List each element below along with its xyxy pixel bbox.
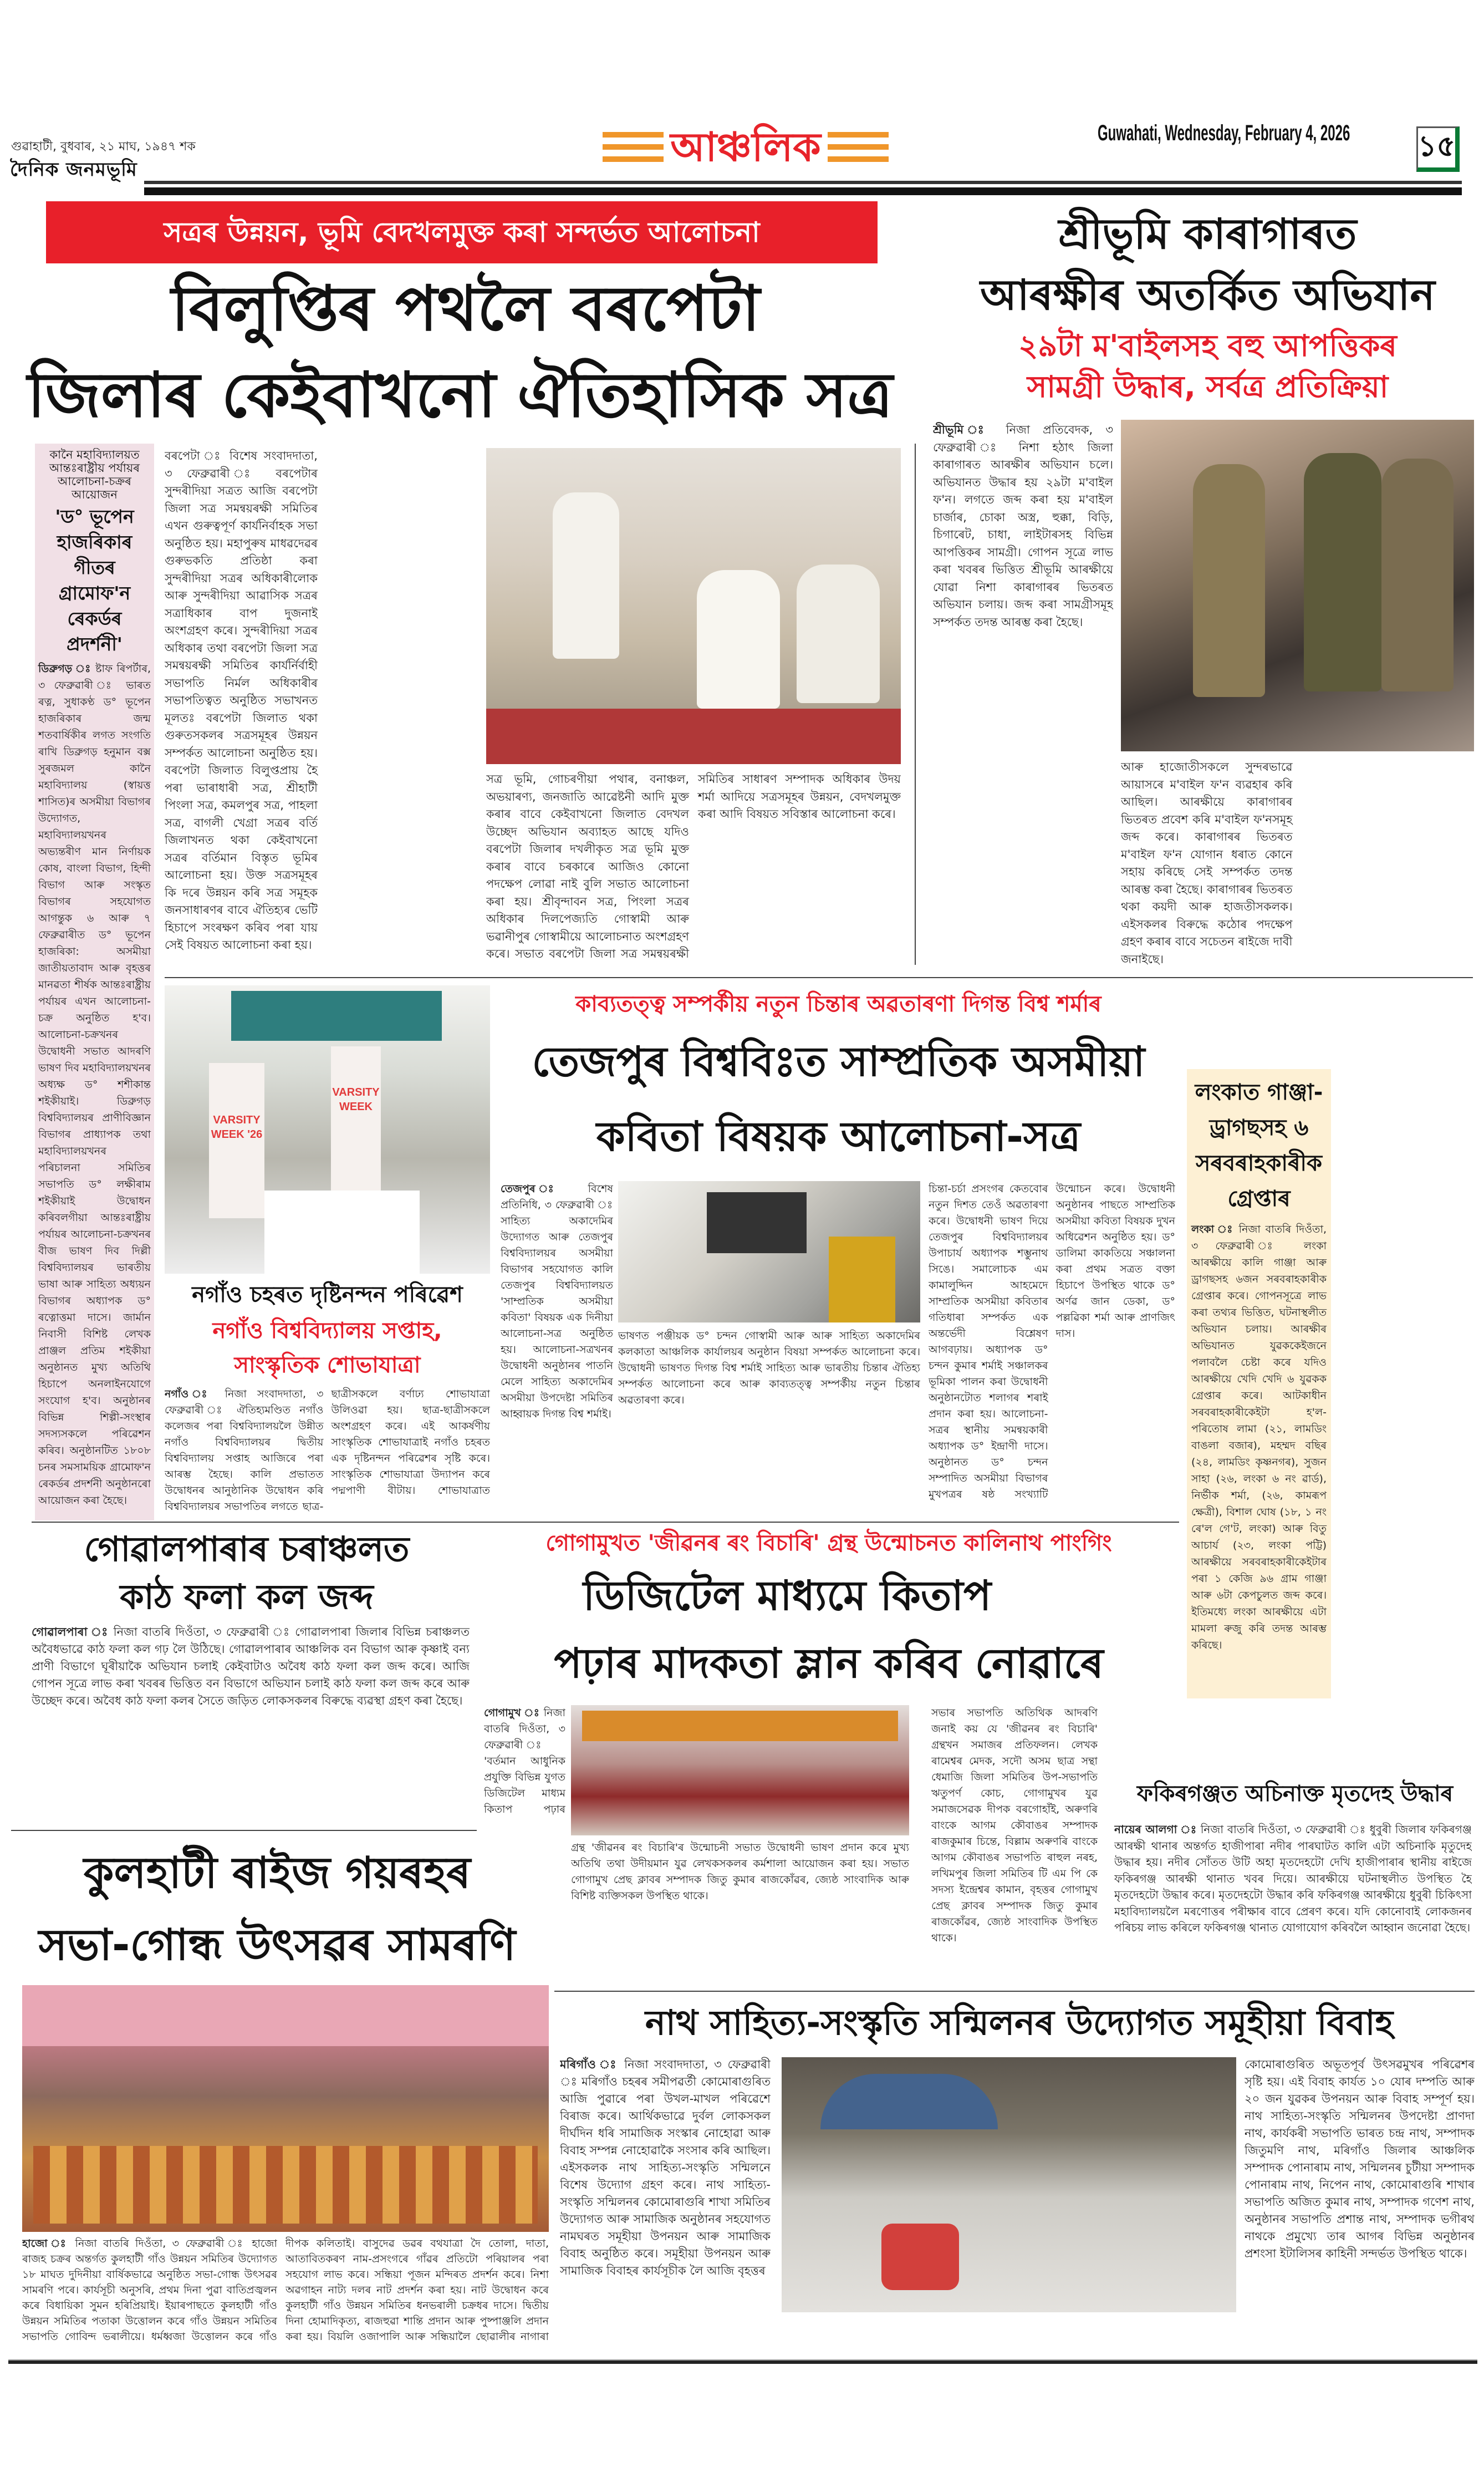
tezpur-body-col-2 (618, 1328, 920, 1503)
satra-headline-line-2: জিলাৰ কেইবাখনো ঐতিহাসিক সত্ৰ (27, 359, 893, 431)
nagaon-subhead-1: নগাঁও বিশ্ববিদ্যালয় সপ্তাহ, (212, 1318, 442, 1344)
kulhati-body-col-1 (22, 2236, 277, 2344)
gogamukh-body-1: নিজা বাতৰি দিওঁতা, ৩ ফেব্ৰুৱাৰী ঃ 'বৰ্তমান আধুনিক প্ৰযুক্তি বিভিন্ন যুগত ডিজিটেল মাধ্যম কিতাপ পঢ়াৰ (484, 1707, 565, 1815)
nagaon-photo-canopy (231, 991, 442, 1041)
bhupen-body-3: জাৰ্মান নিবাসী বিশিষ্ট লেখক প্ৰাঞ্জল প্ৰতিম শইকীয়া অনুষ্ঠানত মুখ্য অতিথি হিচাপে অনলাইনযোগে সংযোগ হ'ব। অনুষ্ঠানৰ বিভিন্ন শিল্পী-সংস্থাৰ সদস্যসকলে পৰিৱেশন কৰিব। অনুষ্ঠানটিত ১৮০৮ চনৰ সমসাময়িক গ্ৰামোফ'ন ৰেকৰ্ডৰ প্ৰদৰ্শনী অনুষ্ঠানৰো আয়োজন কৰা হৈছে। (38, 1311, 151, 1507)
masthead-paper-name: দৈনিক জনমভূমি (10, 159, 137, 181)
fakiraganj-body-text: নিজা বাতৰি দিওঁতা, ৩ ফেব্ৰুৱাৰী ঃ ধুবুৰী জিলাৰ ফকিৰগঞ্জ আৰক্ষী থানাৰ অন্তৰ্গত হাজীপাৰা নদীৰ পাৰঘাটত কালি এটা অচিনাকি মৃতুদেহ উদ্ধাৰ হয়। নদীৰ সোঁতত উটি অহা মৃতদেহটো দেখি হাজীপাৰাৰ স্থানীয় ৰাইজে ফকিৰগঞ্জ আৰক্ষী থানাত খবৰ দিয়ে। আৰক্ষীয়ে ঘটনাস্থলীত উপস্থিত হৈ মৃতদেহটো উদ্ধাৰ কৰে। মৃতদেহটো উদ্ধাৰ কৰি ফকিৰগঞ্জ আৰক্ষীয়ে ধুবুৰী চিকিৎসা মহাবিদ্যালয়লৈ মৰণোত্তৰ পৰীক্ষাৰ বাবে প্ৰেৰণ কৰে। যদি কোনোবাই লোকজনৰ পৰিচয় লাভ কৰিলে ফকিৰগঞ্জ থানাত যোগাযোগ কৰিবলৈ আহ্বান জনোৱা হৈছে। (1114, 1823, 1472, 1934)
masthead-english-date: Guwahati, Wednesday, February 4, 2026 (1098, 121, 1350, 145)
nagaon-subhead-2: সাংস্কৃতিক শোভাযাত্ৰা (234, 1352, 421, 1378)
kulhati-body-col-2 (285, 2236, 549, 2344)
tezpur-photo-podium (829, 1237, 895, 1322)
jail-photo-officer-2 (1304, 453, 1381, 691)
tezpur-photo-screen (707, 1192, 807, 1253)
jail-headline-line-1: শ্ৰীভূমি কাৰাগাৰত (1058, 209, 1357, 258)
nath-photo-drum (881, 2224, 959, 2290)
tezpur-dateline: তেজপুৰ ঃ (501, 1183, 569, 1195)
nagaon-body-2: ছাত্ৰ-ছাত্ৰীসকলে অংশগ্ৰহণ কৰে। এই আকৰ্ষণীয় সাংস্কৃতিক শোভাযাত্ৰাই নগাঁও চহৰত এক দৃষ্টিনন্দন পৰিৱেশৰ সৃষ্টি কৰে। সাংস্কৃতিক শোভাযাত্ৰা উদ্যাপন কৰে পদ্মপাণী বীটায়। শোভাযাত্ৰাত (331, 1404, 490, 1497)
lanka-headline: লংকাত গাঞ্জা-ড্ৰাগছসহ ৬ সৰবৰাহকাৰীক গ্ৰেপ্তাৰ (1195, 1080, 1323, 1212)
masthead-rule-thin (144, 181, 1462, 184)
satra-body-col-1 (165, 447, 480, 966)
section-divider-tezpur (165, 977, 1473, 978)
fakiraganj-dateline: নায়েৰ আলগা ঃ (1114, 1823, 1197, 1836)
jail-body-1 (933, 421, 1113, 976)
satra-photo-person-2 (697, 570, 780, 709)
goalpara-headline-line-1: গোৱালপাৰাৰ চৰাঞ্চলত (84, 1529, 410, 1569)
tezpur-photo (618, 1181, 920, 1322)
gogamukh-body-2: গ্ৰন্থ 'জীৱনৰ ৰং বিচাৰি'ৰ উন্মোচনী সভাত উদ্বোধনী ভাষণ প্ৰদান কৰে মুখ্য অতিথি তথা উদীয়মান যুৱ লেখকসকলৰ কৰ্মশালা আয়োজন কৰা হয়। সভাত গোগামুখ প্ৰেছ ক্লাবৰ সম্পাদক জিতু কুমাৰ ৰাজকোঁৱৰ, জ্যেষ্ঠ সাংবাদিক আৰু বিশিষ্ট ব্যক্তিসকল উপস্থিত থাকে। (571, 1842, 909, 1902)
gogamukh-headline-line-1: ডিজিটেল মাধ্যমে কিতাপ (583, 1572, 992, 1620)
kulhati-photo (22, 1985, 549, 2232)
gogamukh-photo-banner (582, 1711, 898, 1741)
tezpur-kicker: কাব্যতত্ত্ব সম্পৰ্কীয় নতুন চিন্তাৰ অৱতাৰণা দিগন্ত বিশ্ব শৰ্মাৰ (575, 991, 1101, 1017)
masthead-logo (546, 119, 945, 175)
jail-body-text-1: নিজা প্ৰতিবেদক, ৩ ফেব্ৰুৱাৰী ঃ নিশা হঠাৎ জিলা কাৰাগাৰত আৰক্ষীৰ অভিযান চলে। অভিযানত উদ্ধাৰ হয় ২৯টা ম'বাইল ফ'ন। লগতে জব্দ কৰা হয় ম'বাইল চাৰ্জাৰ, চোকা অস্ত্ৰ, হুক্কা, বিড়ি, চিগাৰেট, চাধা, লাইটাৰসহ বিভিন্ন আপত্তিকৰ সামগ্ৰী। গোপন সূত্ৰে লাভ কৰা খবৰৰ ভিত্তিত শ্ৰীভূমি আৰক্ষীয়ে যোৱা নিশা কাৰাগাৰৰ ভিতৰত অভিযান চলায়। জব্দ কৰা সামগ্ৰীসমূহ সম্পৰ্কত তদন্ত আৰম্ভ কৰা হৈছে। (933, 423, 1113, 629)
jail-headline-line-2: আৰক্ষীৰ অতৰ্কিত অভিযান (980, 270, 1435, 319)
tezpur-body-2: ভাষণত পঞ্জীয়ক ড° চন্দন গোস্বামী আৰু আৰু সাহিত্য অকাদেমিৰ কলকাতা আঞ্চলিক কাৰ্যালয়ৰ অনুষ্ঠান বিষয়া সম্পৰ্কত আলোচনা কৰে। উদ্বোধনী ভাষণত দিগন্ত বিশ্ব শৰ্মাই সাহিত্য আৰু ভাৰতীয় চিন্তাৰ ঐতিহ্য সম্পৰ্কত আলোচনা কৰে আৰু কাব্যতত্ত্ব সম্পৰ্কীয় নতুন চিন্তাৰ অৱতাৰণা কৰে। (618, 1330, 920, 1406)
bhupen-kicker-2: আন্তঃৰাষ্ট্ৰীয় পৰ্যায়ৰ (49, 461, 140, 475)
bhupen-kicker-1: কানৈ মহাবিদ্যালয়ত (49, 448, 140, 461)
nath-body-col-2 (1245, 2056, 1475, 2348)
gogamukh-kicker: গোগামুখত 'জীৱনৰ ৰং বিচাৰি' গ্ৰন্থ উন্মোচনত কালিনাথ পাংগিং (545, 1530, 1112, 1556)
section-divider-kulhati (11, 1830, 477, 1831)
page-number: ১৫ (1416, 126, 1460, 172)
lanka-sidebar (1187, 1069, 1331, 1698)
nath-body-1: নিজা সংবাদদাতা, ৩ ফেব্ৰুৱাৰী ঃ মৰিগাঁও চহৰৰ সমীপৱৰ্তী কোমোৰাগুৰিত আজি পুৱাৰে পৰা উখল-মাখল পৰিৱেশে বিৰাজ কৰে। আৰ্থিকভাৱে দুৰ্বল লোকসকল দীৰ্ঘদিন ধৰি সামাজিক সংস্কাৰ নোহোৱা আৰু বিবাহ সম্পন্ন নোহোৱাকৈ সংসাৰ কৰি আছিল। এইসকলক নাথ সাহিত্য-সংস্কৃতি সন্মিলনে বিশেষ উদ্যোগ গ্ৰহণ কৰে। নাথ সাহিত্য-সংস্কৃতি সন্মিলনৰ কোমোৰাগুৰি শাখা সমিতিৰ উদ্যোগত আৰু সামাজিক অনুষ্ঠানৰ সহযোগত নামঘৰত সমূহীয়া উপনয়ন আৰু সামাজিক বিবাহ অনুষ্ঠিত কৰে। সমূহীয়া উপনয়ন আৰু সামাজিক বিবাহৰ কাৰ্যসূচীক লৈ আজি বৃহত্তৰ (560, 2058, 771, 2277)
nath-dateline: মৰিগাঁও ঃ (560, 2058, 619, 2071)
tezpur-body-col-3 (929, 1181, 1175, 1503)
kulhati-photo-tent (22, 1985, 549, 2046)
lanka-dateline: লংকা ঃ (1191, 1223, 1234, 1235)
jail-body-text-2: আৰু হাজোতীসকলে সুন্দৰভাৱে আয়াসৰে ম'বাইল ফ'ন ব্যৱহাৰ কৰি আছিল। আৰক্ষীয়ে কাৰাগাৰৰ ভিতৰত প্ৰবেশ কৰি ম'বাইল ফ'নসমূহ জব্দ কৰে। কাৰাগাৰৰ ভিতৰত ম'বাইল ফ'ন যোগান ধৰাত কোনে সহায় কৰিছে সেই সম্পৰ্কত তদন্ত আৰম্ভ কৰা হৈছে। (1121, 760, 1293, 896)
column-divider (915, 444, 916, 965)
tezpur-body-col-1 (501, 1181, 613, 1503)
kulhati-body-1: নিজা বাতৰি দিওঁতা, ৩ ফেব্ৰুৱাৰী ঃ হাজো ৰাজহ চক্ৰৰ অন্তৰ্গত কুলহাটী গাঁও উন্নয়ন সমিতিৰ উদ্যোগত ১৮ মাঘত দুদিনীয়া বাৰ্ষিকভাৱে অনুষ্ঠিত সভা-গোন্ধ উৎসৱৰ সামৰণি পৰে। কাৰ্যসূচী অনুসৰি, প্ৰথম দিনা পুৱা বাতিপ্ৰজ্বলন কৰে বিধায়িকা সুমন হৰিপ্ৰিয়াই। ইয়াৰপাছতে কুলহাটী গাঁও উন্নয়ন সমিতিৰ পতাকা উত্তোলন কৰে গাঁও উন্নয়ন সমিতিৰ সভাপতি গোবিন্দ ভৰালীয়ে। ধৰ্মধ্বজা উত্তোলন কৰে গাঁও (22, 2237, 277, 2343)
nath-body-col-1 (560, 2056, 771, 2348)
kulhati-headline-line-2: সভা-গোন্ধ উৎসৱৰ সামৰণি (38, 1920, 516, 1970)
jail-body-text-3: কাৰাগাৰৰ ভিতৰত থকা কয়দী আৰু হাজতীসকলক। এইসকলৰ বিৰুদ্ধে কঠোৰ পদক্ষেপ গ্ৰহণ কৰাৰ বাবে সচেতন ৰাইজে দাবী জনাইছে। (1121, 882, 1293, 966)
nath-body-2: কোমোৰাগুৰিত অভূতপূৰ্ব উৎসৱমুখৰ পৰিৱেশৰ সৃষ্টি হয়। এই বিবাহ কাৰ্যত ১০ যোৰ দম্পতি আৰু ২০ জন যুৱকৰ উপনয়ন আৰু বিবাহ সম্পূৰ্ণ হয়। নাথ সাহিত্য-সংস্কৃতি সন্মিলনৰ উপদেষ্টা প্ৰাণদা নাথ, কাৰ্যকৰী সভাপতি ভাৰত চন্দ্ৰ নাথ, সম্পাদক জিতুমণি নাথ, মৰিগাঁও জিলাৰ আঞ্চলিক সম্পাদক পোনাৰাম নাথ, সন্মিলনৰ চুটীয়া সম্পাদক পোনাৰাম নাথ, নিপেন নাথ, কোমোৰাগুৰি শাখাৰ সভাপতি অজিত কুমাৰ নাথ, সম্পাদক গণেশ নাথ, অনুষ্ঠানৰ সভাপতি প্ৰশান্ত নাথ, সম্পাদক ভগীৰথ নাথকে প্ৰমুখ্যে তাৰ আগৰ বিভিন্ন অনুষ্ঠানৰ প্ৰশংসা ইটালিসৰ কাহিনী সন্দৰ্ভত উপস্থিত থাকে। (1245, 2058, 1475, 2260)
nagaon-headline: নগাঁও চহৰত দৃষ্টিনন্দন পৰিৱেশ (192, 1282, 463, 1308)
satra-kicker: সত্ৰৰ উন্নয়ন, ভূমি বেদখলমুক্ত কৰা সন্দৰ্ভত আলোচনা (46, 201, 878, 263)
masthead-rule-thick (144, 187, 1462, 195)
jail-photo-officer-1 (1193, 464, 1265, 697)
masthead-local-date: গুৱাহাটী, বুধবাৰ, ২১ মাঘ, ১৯৪৭ শক (11, 140, 196, 154)
kulhati-headline-line-1: কুলহাটী ৰাইজ গয়ৰহৰ (83, 1848, 471, 1898)
goalpara-headline-line-2: কাঠ ফলা কল জব্দ (120, 1576, 374, 1617)
gogamukh-headline-line-2: পঢ়াৰ মাদকতা ম্লান কৰিব নোৱাৰে (554, 1640, 1104, 1687)
jail-subhead-line-2: সামগ্ৰী উদ্ধাৰ, সৰ্বত্ৰ প্ৰতিক্ৰিয়া (1027, 369, 1389, 404)
kulhati-dateline: হাজো ঃ (22, 2237, 69, 2250)
satra-body-1: বৰপেটা ঃ বিশেষ সংবাদদাতা, ৩ ফেব্ৰুৱাৰী ঃ বৰপেটাৰ সুন্দৰীদিয়া সত্ৰত আজি বৰপেটা জিলা সত্ৰ সমন্বয়ৰক্ষী সমিতিৰ এখন গুৰুত্বপূৰ্ণ কাৰ্যনিৰ্বাহক সভা অনুষ্ঠিত হয়। মহাপুৰুষ মাধৱদেৱৰ গুৰুভকতি প্ৰতিষ্ঠা কৰা সুন্দৰীদিয়া সত্ৰৰ অধিকাৰীলোক আৰু সুন্দৰীদিয়া আৱাসিক সত্ৰৰ সত্ৰাধিকাৰ বাপ দুজনাই অংশগ্ৰহণ কৰে। সুন্দৰীদিয়া সত্ৰৰ অধিকাৰ তথা বৰপেটা জিলা সত্ৰ সমন্বয়ৰক্ষী সমিতিৰ কাৰ্যৰ্নিৰ্বাহী সভাপতি নিৰ্মল অধিকাৰীৰ সভাপতিত্বত অনুষ্ঠিত সভাখনত মূলতঃ বৰপেটা জিলাত থকা গুৰুতসকলৰ সত্ৰসমূহৰ উন্নয়ন সম্পৰ্কত আলোচনা অনুষ্ঠিত হয়। (165, 449, 318, 760)
kulhati-photo-offerings (33, 2146, 538, 2224)
satra-photo (486, 448, 901, 764)
fakiraganj-headline: ফকিৰগঞ্জত অচিনাক্ত মৃতদেহ উদ্ধাৰ (1136, 1781, 1454, 1807)
goalpara-body (32, 1624, 470, 1795)
gogamukh-photo (571, 1705, 909, 1835)
lanka-body (1191, 1221, 1327, 1654)
jail-body-2 (1121, 759, 1474, 969)
nath-photo-umbrella (820, 2074, 998, 2129)
fakiraganj-body (1114, 1822, 1472, 1985)
satra-body-2: বৰপেটা জিলাত বিলুপ্তপ্ৰায় হৈ পৰা ভাৰাধাৰী সত্ৰ, শ্ৰীহাটী পিংলা সত্ৰ, কমলপুৰ সত্ৰ, পাহলা সত্ৰ, বাগলী খেগ্ৰা সত্ৰৰ বৰ্তি জিলাখনত থকা কেইবাখনো সত্ৰৰ বৰ্তিমান বিস্তৃত ভূমিৰ আলোচনা হয়। উক্ত সত্ৰসমূহৰ কি দৰে উন্নয়ন কৰি সত্ৰ সমূহক জনসাধাৰণৰ বাবে ঐতিহ্যৰ ভেটি হিচাপে সংৰক্ষণ কৰিব পৰা যায় সেই বিষয়ত আলোচনা কৰা হয়। (165, 764, 318, 952)
bhupen-sidebar (35, 444, 154, 1520)
gogamukh-dateline: গোগামুখ ঃ (484, 1707, 540, 1719)
satra-body-lower (486, 771, 901, 966)
bhupen-body-2: আলোচনা-চক্ৰখনৰ উদ্বোধনী সভাত আদৰণি ভাষণ দিব মহাবিদ্যালয়খনৰ অধ্যক্ষ ড° শশীকান্ত শইকীয়াই। ডিব্ৰুগড় বিশ্ববিদ্যালয়ৰ প্ৰাণীবিজ্ঞান বিভাগৰ প্ৰাধ্যাপক তথা মহাবিদ্যালয়খনৰ পৰিচালনা সমিতিৰ সভাপতি ড° লক্ষীৰাম শইকীয়াই উদ্বোধন কৰিবলগীয়া আন্তঃৰাষ্ট্ৰীয় পৰ্যায়ৰ আলোচনা-চক্ৰখনৰ বীজ ভাষণ দিব দিল্লী বিশ্ববিদ্যালয়ৰ ভাৰতীয় ভাষা আৰু সাহিত্য অধ্যয়ন বিভাগৰ অধ্যাপক ড° ৰত্নোত্তমা দাসে। (38, 1028, 151, 1324)
tezpur-headline-line-2: কবিতা বিষয়ক আলোচনা-সত্ৰ (596, 1113, 1081, 1161)
bhupen-headline: 'ড° ভূপেন হাজৰিকাৰ গীতৰ গ্ৰামোফ'ন ৰেকৰ্ডৰ প্ৰদৰ্শনী' (55, 505, 134, 655)
section-divider-nath (554, 1991, 1475, 1992)
gogamukh-body-col-1 (484, 1705, 565, 1819)
satra-body-4: শ্ৰীবৃন্দাবন সত্ৰ, পিংলা সত্ৰৰ অধিকাৰ দিলপেজ্যতি গোস্বামী আৰু ভৱানীপুৰ গোস্বামীয়ে আলোচনাত অংশগ্ৰহণ কৰে। সভাত বৰপেটা জিলা সত্ৰ সমন্বয়ৰক্ষী সমিতিৰ সাধাৰণ সম্পাদক অধিকাৰ উদয় শৰ্মা আদিয়ে সত্ৰসমূহৰ উন্নয়ন, বেদখলমুক্ত কৰা আদি বিষয়ত সবিস্তাৰ আলোচনা কৰে। (486, 772, 901, 960)
nath-photo (782, 2057, 1236, 2312)
lanka-body-2: আটকাধীন সৰবৰাহকাৰীকেইটা হ'ল- পৰিতোষ লামা (২১, লামডিং বাঙলা বজাৰ), মহম্মদ বছিৰ (২৪, লামডিং কৃষ্ণনগৰ), সুজন সাহা (২৬, লংকা ৬ নং ৱাৰ্ড), নিৰ্ভীক শৰ্মা, (২৬, কামৰূপ ক্ষেত্ৰী), বিশাল ঘোষ (১৮, ১ নং ৰে'ল গে'ট, লংকা) আৰু বিতু আচাৰ্য (২৩, লংকা পট্টি) আৰক্ষীয়ে সৰবৰাহকাৰীকেইটাৰ পৰা ১ কেজি ৯৬ গ্ৰাম গাঞ্জা আৰু ৬টা কেপচুলত জব্দ কৰে। ইতিমধ্যে লংকা আৰক্ষীয়ে এটা মামলা ৰুজু কৰি তদন্ত আৰম্ভ কৰিছে। (1191, 1390, 1327, 1651)
tezpur-headline-line-1: তেজপুৰ বিশ্ববিঃত সাম্প্ৰতিক অসমীয়া (532, 1038, 1145, 1086)
satra-headline-line-1: বিলুপ্তিৰ পথলৈ বৰপেটা (171, 273, 760, 345)
nagaon-body (165, 1386, 490, 1515)
nagaon-body-1: নিজা সংবাদদাতা, ৩ ফেব্ৰুৱাৰী ঃ ঐতিহ্যমণ্ডিত নগাঁও কলেজৰ পৰা বিশ্ববিদ্যালয়লৈ উন্নীত নগাঁও বিশ্ববিদ্যালয়ৰ দ্বিতীয় বিশ্ববিদ্যালয় সপ্তাহ আজিৰে পৰা আৰম্ভ হৈছে। কালি প্ৰভাতত উদ্বোধনৰ আনুষ্ঠানিক উদ্বোধন কৰি বিশ্ববিদ্যালয়ৰ সভাপতিৰ লগতে ছাত্ৰ-ছাত্ৰীসকলে বৰ্ণাঢ্য শোভাযাত্ৰা উলিওৱা হয়। (165, 1388, 490, 1513)
goalpara-dateline: গোৱালপাৰা ঃ (32, 1625, 109, 1639)
jail-subhead-line-1: ২৯টা ম'বাইলসহ বহু আপত্তিকৰ (1018, 328, 1397, 363)
bhupen-dateline: ডিব্ৰুগড় ঃ (38, 662, 91, 675)
tezpur-body-4: আলোচনা-সত্ৰৰ স্থানীয় সমন্বয়কাৰী অধ্যাপক ড° ইন্দ্ৰাণী দাসে। অনুষ্ঠানত ড° চন্দন সম্পাদিত অসমীয়া বিভাগৰ মুখপত্ৰৰ ষষ্ঠ সংখ্যাটি উন্মোচন কৰে। উদ্বোধনী অনুষ্ঠানৰ পাছতে সাম্প্ৰতিক অসমীয়া কবিতা বিষয়ক দুখন অধিৱেশন অনুষ্ঠিত হয়। ড° ডালিমা কাকতিয়ে সঞ্চালনা কৰা প্ৰথম সত্ৰত বক্তা হিচাপে উপস্থিত থাকে ড° অৰ্ণৱ জান ডেকা, ড° পল্লৱিকা শৰ্মা আৰু প্ৰাণজিৎ দাস। (929, 1183, 1175, 1500)
satra-photo-person-3 (797, 564, 880, 703)
logo-decoration-right (828, 132, 889, 162)
footer-rule (8, 2359, 1477, 2364)
tezpur-body-1: বিশেষ প্ৰতিনিধি, ৩ ফেব্ৰুৱাৰী ঃ সাহিত্য অকাদেমিৰ উদ্যোগত আৰু তেজপুৰ বিশ্ববিদ্যালয়ৰ অসমীয়া বিভাগৰ সহযোগত কালি তেজপুৰ বিশ্ববিদ্যালয়ত 'সাম্প্ৰতিক অসমীয়া কবিতা' বিষয়ক এক দিনীয়া আলোচনা-সত্ৰ অনুষ্ঠিত হয়। আলোচনা-সত্ৰখনৰ উদ্বোধনী অনুষ্ঠানৰ পাতনি মেলে সাহিত্য অকাদেমিৰ অসমীয়া উপদেষ্টা সমিতিৰ আহ্বায়ক দিগন্ত বিশ্ব শৰ্মাই। (501, 1183, 613, 1420)
satra-photo-person-1 (553, 492, 619, 659)
satra-photo-floor (486, 709, 901, 764)
goalpara-body-text: নিজা বাতৰি দিওঁতা, ৩ ফেব্ৰুৱাৰী ঃ গোৱালপাৰা জিলাৰ বিভিন্ন চৰাঞ্চলত অবৈধভাৱে কাঠ ফলা কল গঢ় লৈ উঠিছে। গোৱালপাৰাৰ আঞ্চলিক বন বিভাগ আৰু কৃষ্ণাই বন্য প্ৰাণী বিভাগে ঘূৰীয়াকৈ অভিযান চলাই কেইবাটাও অবৈধ কাঠ ফলা কল জব্দ কৰে। আজি গোপন সূত্ৰে লাভ কৰা খবৰৰ ভিত্তিত বন বিভাগে অভিযান চলাই কাঠ ফলা কল জব্দ কৰে আৰু উচ্ছেদ কৰে। অবৈধ কাঠ ফলা কলৰ সৈতে জড়িত লোকসকলৰ বিৰুদ্ধে ব্যৱস্থা গ্ৰহণ কৰা হৈছে। (32, 1625, 470, 1707)
logo-text: আঞ্চলিক (670, 124, 821, 170)
bhupen-body (38, 660, 151, 1509)
lanka-body-1: নিজা বাতৰি দিওঁতা, ৩ ফেব্ৰুৱাৰী ঃ লংকা আৰক্ষীয়ে কালি গাঞ্জা আৰু ড্ৰাগছসহ ৬জন সৰবৰাহকাৰীক গ্ৰেপ্তাৰ কৰে। গোপনসূত্ৰে লাভ কৰা তথ্যৰ ভিত্তিত, ঘটনাস্থলীত অভিযান চলায়। আৰক্ষীৰ অভিযানত যুৱককেইজনে পলাবলৈ চেষ্টা কৰে যদিও আৰক্ষীয়ে খেদি খেদি ৬ যুৱকক গ্ৰেপ্তাৰ কৰে। (1191, 1223, 1327, 1402)
bhupen-kicker-3: আলোচনা-চক্ৰৰ আয়োজন (58, 475, 131, 502)
bhupen-body-1: ষ্টাফ ৰিপৰ্টাৰ, ৩ ফেব্ৰুৱাৰী ঃ ভাৰত ৰত্ন, সুধাকণ্ঠ ড° ভূপেন হাজৰিকাৰ জন্ম শতবাৰ্ষিকীৰ লগত সংগতি ৰাখি ডিব্ৰুগড় হনুমান বক্স সুৰজমল কানৈ মহাবিদ্যালয় (স্বায়ত্ত শাসিত)ৰ অসমীয়া বিভাগৰ উদ্যোগত, মহাবিদ্যালয়খনৰ অভ্যন্তৰীণ মান নিৰ্ণায়ক কোষ, বাংলা বিভাগ, হিন্দী বিভাগ আৰু সংস্কৃত বিভাগৰ সহযোগত আগন্তুক ৬ আৰু ৭ ফেব্ৰুৱাৰীত ড° ভূপেন হাজৰিকা: অসমীয়া জাতীয়তাবাদ আৰু বৃহত্তৰ মানৱতা শীৰ্ষক আন্তঃৰাষ্ট্ৰীয় পৰ্যায়ৰ এখন আলোচনা-চক্ৰ অনুষ্ঠিত হ'ব। (38, 662, 151, 1024)
logo-decoration-left (603, 132, 664, 162)
section-divider-goalpara (32, 1522, 1179, 1523)
nath-headline: নাথ সাহিত্য-সংস্কৃতি সন্মিলনৰ উদ্যোগত সমূহীয়া বিবাহ (645, 2002, 1394, 2043)
nagaon-photo-banner-2: VARSITY WEEK (331, 1046, 381, 1191)
tezpur-body-3: চিন্তা-চৰ্চা প্ৰসংগৰ কেতবোৰ নতুন দিশত তেওঁ অৱতাৰণা কৰে। উদ্বোধনী ভাষণ দিয়ে তেজপুৰ বিশ্ববিদ্যালয়ৰ উপাচাৰ্য অধ্যাপক শম্ভুনাথ সিঙে। সমালোচক এম কামালুদ্দিন আহমেদে সাম্প্ৰতিক অসমীয়া কবিতাৰ গতিধাৰা সম্পৰ্কত এক অন্তৰ্ভেদী বিশ্লেষণ আগবঢ়ায়। অধ্যাপক ড° চন্দন কুমাৰ শৰ্মাই সঞ্চালকৰ ভূমিকা পালন কৰা উদ্বোধনী অনুষ্ঠানটোত শলাগৰ শৰাই প্ৰদান কৰা হয়। (929, 1183, 1048, 1420)
gogamukh-body-col-2 (571, 1840, 909, 1985)
satra-body-3: সত্ৰ ভূমি, গোচৰণীয়া পথাৰ, বনাঞ্চল, অভয়াৰণ্য, জনজাতি আৱেষ্টনী আদি মুক্ত কৰাৰ বাবে কেইবাখনো জিলাত বেদখল উচ্ছেদ অভিযান অব্যাহত আছে যদিও বৰপেটা জিলাৰ দখলীকৃত সত্ৰ ভূমি মুক্ত কৰাৰ বাবে চৰকাৰে আজিও কোনো পদক্ষেপ লোৱা নাই বুলি সভাত আলোচনা কৰা হয়। (486, 772, 689, 908)
kulhati-body-2: দীপক কলিতাই। বাসুদেৱ ডৱৰ বথযাত্ৰা দৈ তোলা, দাতা, আতাবিতকৰণ নাম-প্ৰসংগৰে গাঁৱৰ প্ৰতিটো পৰিয়ালৰ পৰা সহযোগ লাভ কৰে। সন্ধিয়া পূজন মন্দিৰত প্ৰদৰ্শন কৰে। নিশা অৱগাহন নাট্য দলৰ নাট প্ৰদৰ্শন কৰা হয়। নাট উদ্বোধন কৰে কুলহাটী গাঁও উন্নয়ন সমিতিৰ ধনভৰালী চক্ৰধৰ দাসে। দ্বিতীয় দিনা হোমাদিকৃত্য, ৰাজহুৱা শান্তি প্ৰদান আৰু পুষ্পাঞ্জলি প্ৰদান কৰা হয়। বিয়লি ওজাপালি আৰু সন্ধিয়ালৈ ছোৱালীৰ নাগাৰা (285, 2237, 549, 2343)
jail-dateline: শ্ৰীভূমি ঃ (933, 423, 993, 436)
jail-photo (1121, 420, 1474, 751)
nagaon-photo (165, 985, 490, 1274)
jail-photo-officer-3 (1381, 459, 1454, 691)
gogamukh-body-col-3 (931, 1705, 1098, 1978)
nagaon-photo-table (264, 1191, 420, 1274)
nagaon-dateline: নগাঁও ঃ (165, 1388, 215, 1400)
nagaon-photo-banner-1: VARSITY WEEK '26 (209, 1063, 264, 1218)
gogamukh-body-3: সভাৰ সভাপতি অতিথিক আদৰণি জনাই কয় যে 'জীৱনৰ ৰং বিচাৰি' গ্ৰন্থখন সমাজৰ প্ৰতিফলন। লেখক ৰামেশ্বৰ মেদক, সদৌ অসম ছাত্ৰ সন্থা ধেমাজি জিলা সমিতিৰ উপ-সভাপতি ঋতুপৰ্ণ কোচ, গোগামুখৰ যুৱ সমাজসেৱক দীপক বৰগোহাঁই, অৰুণৰি বাংকে আগম কৌবাঙৰ সম্পাদক ৰাজকুমাৰ চিন্তে, বিল্লাম অৰুণৰি বাংকে আগম কৌবাঙৰ সভাপতি ৰাহুল নৰহ, লখিমপুৰ জিলা সমিতিৰ টি এম পি কে সদস্য ইন্দ্ৰেশ্বৰ কামান, বৃহত্তৰ গোগামুখ প্ৰেছ ক্লাবৰ সম্পাদক জিতু কুমাৰ ৰাজকোঁৱৰ, জ্যেষ্ঠ সাংবাদিক উপস্থিত থাকে। (931, 1707, 1098, 1944)
